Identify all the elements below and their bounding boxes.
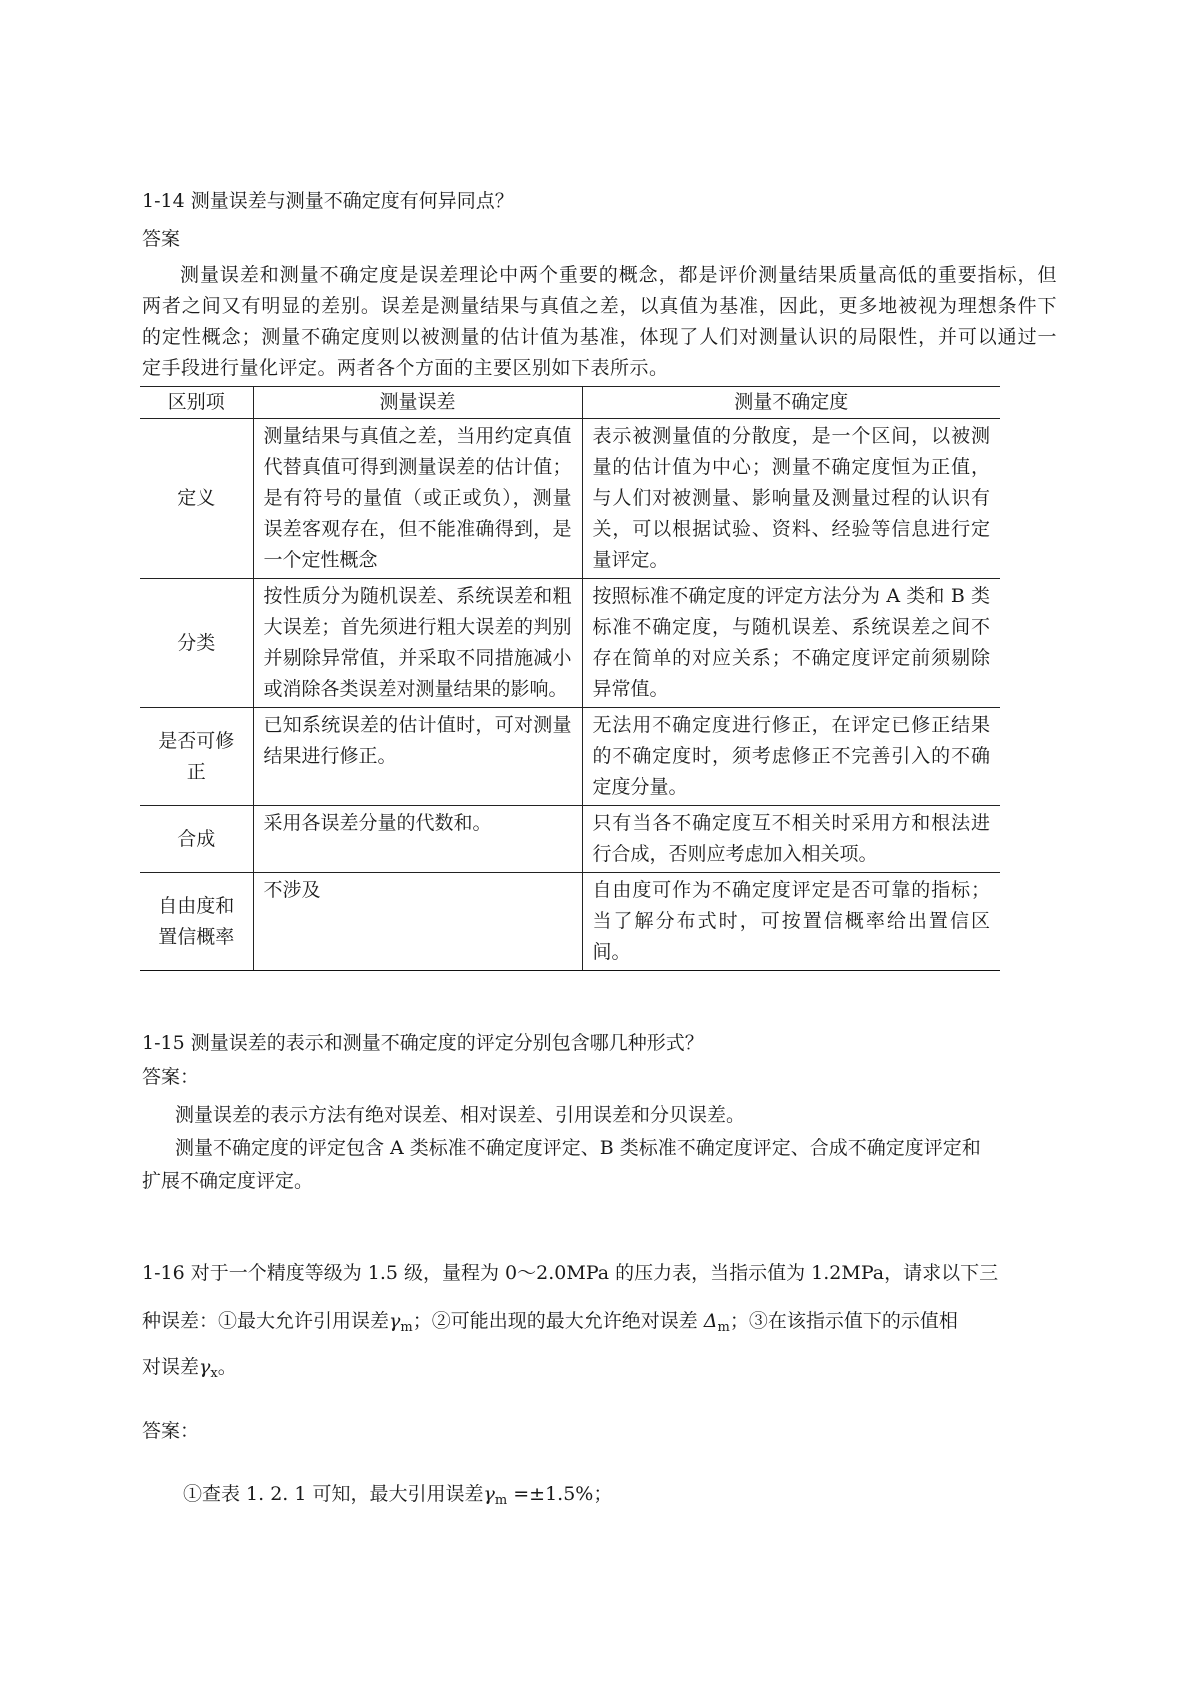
answer-line: 测量不确定度的评定包含 A 类标准不确定度评定、B 类标准不确定度评定、合成不确定度评定和 xyxy=(175,1137,981,1159)
subscript-m: m xyxy=(717,1320,730,1335)
answer-label: 答案： xyxy=(142,1420,200,1442)
text-run: =±1.5%； xyxy=(507,1483,613,1505)
row-item: 自由度和置信概率 xyxy=(140,873,253,971)
header-error: 测量误差 xyxy=(253,387,582,419)
subscript-x: x xyxy=(210,1366,218,1381)
gamma-symbol: γ xyxy=(389,1310,401,1332)
text-run: 。 xyxy=(217,1356,237,1378)
question-1-16-line xyxy=(142,1356,237,1379)
error-cell: 不涉及 xyxy=(253,873,582,971)
uncertainty-cell: 表示被测量值的分散度，是一个区间，以被测量的估计值为中心；测量不确定度恒为正值，与人们对被测量、影响量及测量过程的认识有关，可以根据试验、资料、经验等信息进行定量评定。 xyxy=(582,419,1000,579)
header-uncertainty: 测量不确定度 xyxy=(582,387,1000,419)
answer-label: 答案： xyxy=(142,1066,200,1088)
answer-label: 答案 xyxy=(142,228,181,250)
row-item: 合成 xyxy=(140,806,253,873)
error-cell: 测量结果与真值之差，当用约定真值代替真值可得到测量误差的估计值；是有符号的量值（或正或负），测量误差客观存在，但不能准确得到，是一个定性概念 xyxy=(253,419,582,579)
table-row xyxy=(140,579,1000,708)
error-cell: 采用各误差分量的代数和。 xyxy=(253,806,582,873)
table-row xyxy=(140,873,1000,971)
row-item: 分类 xyxy=(140,579,253,708)
table-header-row xyxy=(140,387,1000,419)
answer-line: 测量误差的表示方法有绝对误差、相对误差、引用误差和分贝误差。 xyxy=(175,1104,746,1126)
text-run: 种误差：①最大允许引用误差 xyxy=(142,1310,390,1332)
question-1-16-line: 1-16 对于一个精度等级为 1.5 级，量程为 0～2.0MPa 的压力表，当指示值为 1.2MPa，请求以下三 xyxy=(142,1262,999,1284)
uncertainty-cell: 按照标准不确定度的评定方法分为 A 类和 B 类标准不确定度，与随机误差、系统误差之间不存在简单的对应关系；不确定度评定前须剔除异常值。 xyxy=(582,579,1000,708)
text-run: ①查表 1. 2. 1 可知，最大引用误差 xyxy=(183,1483,484,1505)
question-1-15-title: 1-15 测量误差的表示和测量不确定度的评定分别包含哪几种形式？ xyxy=(142,1032,704,1054)
subscript-m: m xyxy=(400,1320,413,1335)
table-row xyxy=(140,806,1000,873)
header-item: 区别项 xyxy=(140,387,253,419)
table-row xyxy=(140,708,1000,806)
subscript-m: m xyxy=(494,1493,508,1508)
text-run: ；②可能出现的最大允许绝对误差 xyxy=(412,1310,704,1332)
answer-line: 扩展不确定度评定。 xyxy=(142,1170,314,1192)
comparison-table xyxy=(140,386,1000,971)
uncertainty-cell: 只有当各不确定度互不相关时采用方和根法进行合成，否则应考虑加入相关项。 xyxy=(582,806,1000,873)
gamma-symbol: γ xyxy=(199,1356,211,1378)
answer-line xyxy=(183,1483,612,1506)
question-1-14-title: 1-14 测量误差与测量不确定度有何异同点？ xyxy=(142,190,514,212)
row-item: 定义 xyxy=(140,419,253,579)
answer-paragraph: 测量误差和测量不确定度是误差理论中两个重要的概念，都是评价测量结果质量高低的重要指标，但两者之间又有明显的差别。误差是测量结果与真值之差，以真值为基准，因此，更多地被视为理想条件下的定性概念；测量不确定度则以被测量的估计值为基准，体现了人们对测量认识的局限性，并可以通过一定手段进行量化评定。两者各个方面的主要区别如下表所示。 xyxy=(142,264,1057,379)
gamma-symbol: γ xyxy=(483,1483,495,1505)
text-run: ；③在该指示值下的示值相 xyxy=(729,1310,958,1332)
text-run: 对误差 xyxy=(142,1356,200,1378)
error-cell: 按性质分为随机误差、系统误差和粗大误差；首先须进行粗大误差的判别并剔除异常值，并采取不同措施减小或消除各类误差对测量结果的影响。 xyxy=(253,579,582,708)
error-cell: 已知系统误差的估计值时，可对测量结果进行修正。 xyxy=(253,708,582,806)
table-row xyxy=(140,419,1000,579)
question-1-16-line xyxy=(142,1310,958,1333)
row-item: 是否可修正 xyxy=(140,708,253,806)
delta-symbol: Δ xyxy=(703,1310,718,1332)
uncertainty-cell: 自由度可作为不确定度评定是否可靠的指标；当了解分布式时，可按置信概率给出置信区间。 xyxy=(582,873,1000,971)
uncertainty-cell: 无法用不确定度进行修正，在评定已修正结果的不确定度时，须考虑修正不完善引入的不确定度分量。 xyxy=(582,708,1000,806)
